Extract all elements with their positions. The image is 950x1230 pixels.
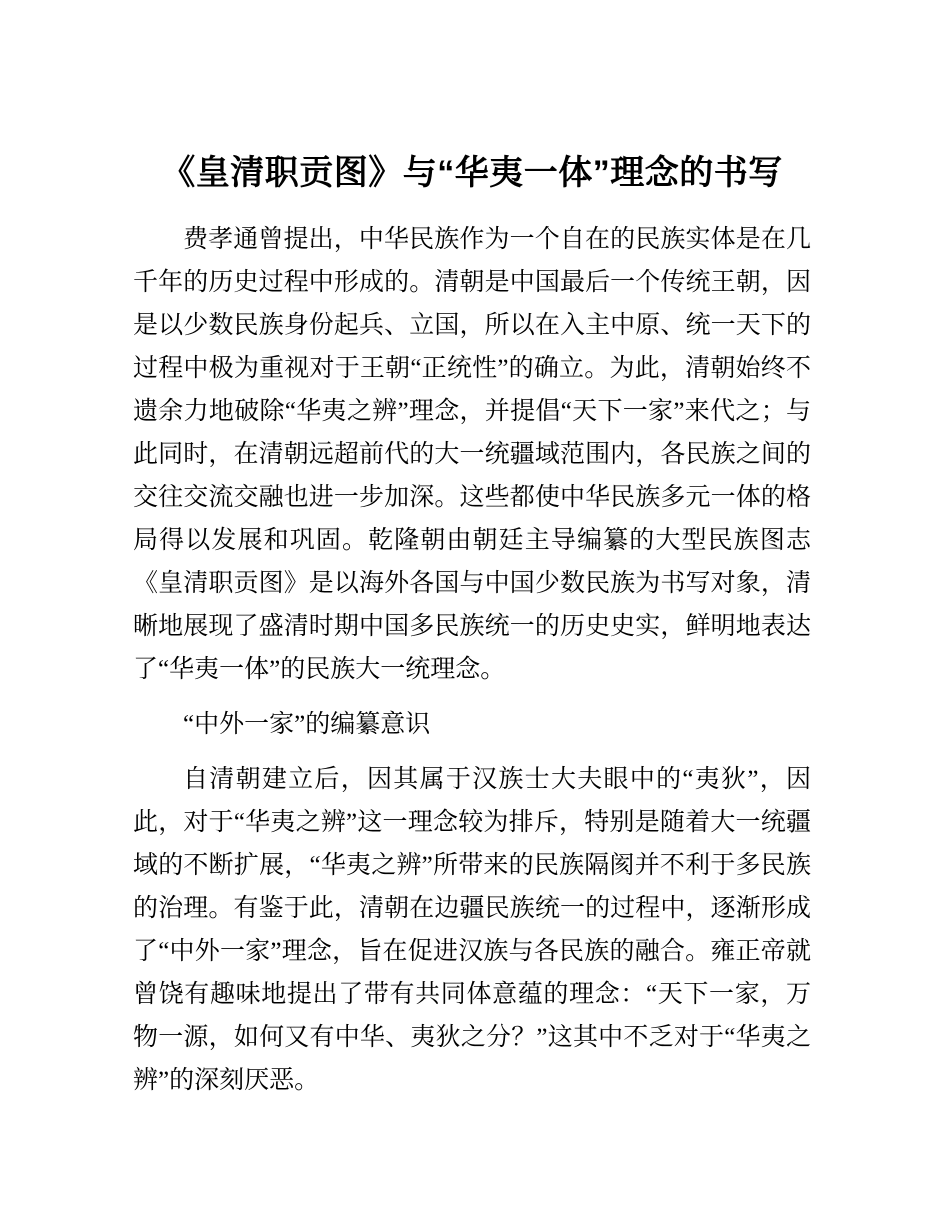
document-content <box>133 148 811 1102</box>
paragraph-intro: 费孝通曾提出，中华民族作为一个自在的民族实体是在几千年的历史过程中形成的。清朝是中国最后一个传统王朝，因是以少数民族身份起兵、立国，所以在入主中原、统一天下的过程中极为重视对于王朝“正统性”的确立。为此，清朝始终不遗余力地破除“华夷之辨”理念，并提倡“天下一家”来代之；与此同时，在清朝远超前代的大一统疆域范围内，各民族之间的交往交流交融也进一步加深。这些都使中华民族多元一体的格局得以发展和巩固。乾隆朝由朝廷主导编纂的大型民族图志《皇清职贡图》是以海外各国与中国少数民族为书写对象，清晰地展现了盛清时期中国多民族统一的历史史实，鲜明地表达了“华夷一体”的民族大一统理念。 <box>133 226 811 683</box>
paragraph-section-body: 自清朝建立后，因其属于汉族士大夫眼中的“夷狄”，因此，对于“华夷之辨”这一理念较为排斥，特别是随着大一统疆域的不断扩展，“华夷之辨”所带来的民族隔阂并不利于多民族的治理。有鉴于此，清朝在边疆民族统一的过程中，逐渐形成了“中外一家”理念，旨在促进汉族与各民族的融合。雍正帝就曾饶有趣味地提出了带有共同体意蕴的理念：“天下一家，万物一源，如何又有中华、夷狄之分？”这其中不乏对于“华夷之辨”的深刻厌恶。 <box>133 766 811 1094</box>
section-subheading: “中外一家”的编纂意识 <box>183 711 431 738</box>
document-title: 《皇清职贡图》与“华夷一体”理念的书写 <box>161 154 783 192</box>
